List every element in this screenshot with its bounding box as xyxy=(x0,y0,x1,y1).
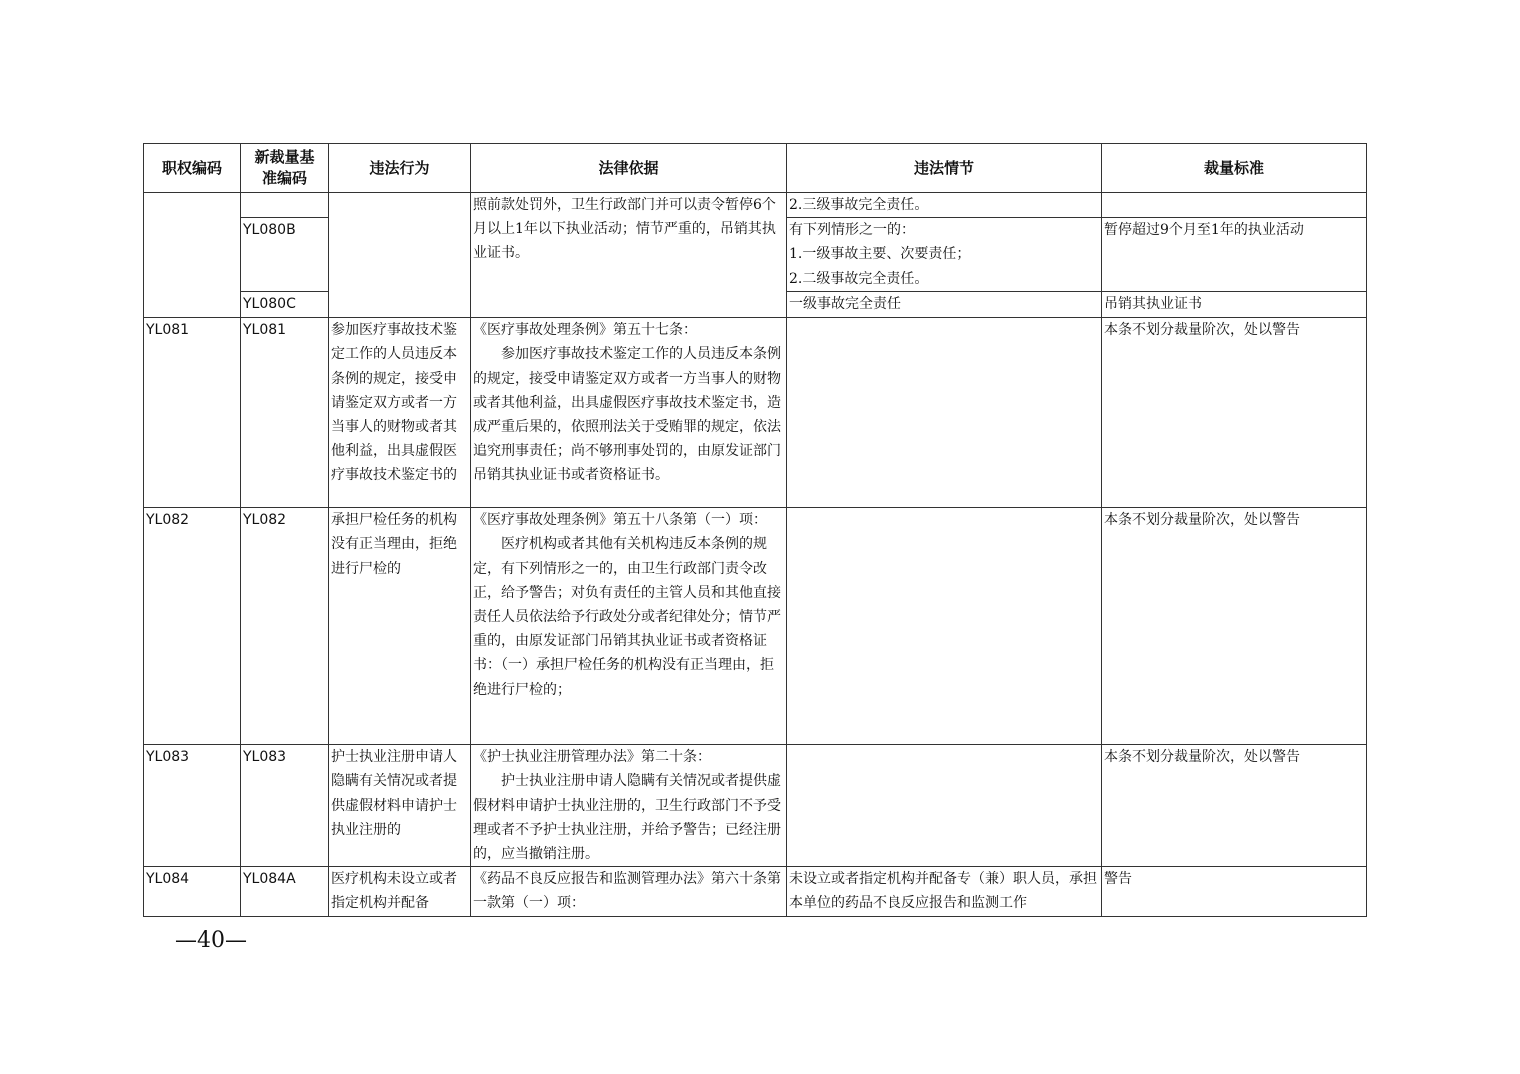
legal-basis-title: 《医疗事故处理条例》第五十七条： xyxy=(473,322,697,339)
header-new-code: 新裁量基准编码 xyxy=(241,144,329,193)
circumstance-cell: 一级事故完全责任 xyxy=(787,292,1102,318)
table-row xyxy=(144,867,1367,916)
legal-basis-cell xyxy=(471,508,787,745)
new-code-cell xyxy=(241,193,329,218)
authority-code-cell: YL083 xyxy=(144,745,241,867)
legal-basis-cell: 照前款处罚外，卫生行政部门并可以责令暂停6个月以上1年以下执业活动；情节严重的，吊销其执业证书。 xyxy=(471,193,787,318)
legal-basis-title: 《护士执业注册管理办法》第二十条： xyxy=(473,749,711,766)
header-row xyxy=(144,144,1367,193)
legal-basis-body: 护士执业注册申请人隐瞒有关情况或者提供虚假材料申请护士执业注册的，卫生行政部门不予受理或者不予护士执业注册，并给予警告；已经注册的，应当撤销注册。 xyxy=(473,773,781,863)
regulation-table xyxy=(143,143,1367,917)
circumstance-cell xyxy=(787,508,1102,745)
circumstance-line: 1.一级事故主要、次要责任； xyxy=(789,246,971,263)
violation-cell: 参加医疗事故技术鉴定工作的人员违反本条例的规定，接受申请鉴定双方或者一方当事人的财物或者其他利益，出具虚假医疗事故技术鉴定书的 xyxy=(329,318,471,508)
circumstance-cell: 未设立或者指定机构并配备专（兼）职人员，承担本单位的药品不良反应报告和监测工作 xyxy=(787,867,1102,916)
page-number: —40— xyxy=(175,928,247,953)
header-violation: 违法行为 xyxy=(329,144,471,193)
header-circumstance: 违法情节 xyxy=(787,144,1102,193)
new-code-cell: YL080C xyxy=(241,292,329,318)
legal-basis-body: 参加医疗事故技术鉴定工作的人员违反本条例的规定，接受申请鉴定双方或者一方当事人的财物或者其他利益，出具虚假医疗事故技术鉴定书，造成严重后果的，依照刑法关于受贿罪的规定，依法追究刑事责任；尚不够刑事处罚的，由原发证部门吊销其执业证书或者资格证书。 xyxy=(473,346,781,484)
table-row xyxy=(144,508,1367,745)
standard-cell: 本条不划分裁量阶次，处以警告 xyxy=(1102,745,1367,867)
new-code-cell: YL082 xyxy=(241,508,329,745)
violation-cell xyxy=(329,193,471,318)
standard-cell: 警告 xyxy=(1102,867,1367,916)
new-code-cell: YL084A xyxy=(241,867,329,916)
circumstance-cell: 2.三级事故完全责任。 xyxy=(787,193,1102,218)
legal-basis-title: 《医疗事故处理条例》第五十八条第（一）项： xyxy=(473,512,767,529)
new-code-cell: YL083 xyxy=(241,745,329,867)
standard-cell: 吊销其执业证书 xyxy=(1102,292,1367,318)
table-row xyxy=(144,193,1367,218)
standard-cell: 本条不划分裁量阶次，处以警告 xyxy=(1102,318,1367,508)
legal-basis-cell xyxy=(471,745,787,867)
violation-cell: 护士执业注册申请人隐瞒有关情况或者提供虚假材料申请护士执业注册的 xyxy=(329,745,471,867)
authority-code-cell: YL082 xyxy=(144,508,241,745)
header-legal-basis: 法律依据 xyxy=(471,144,787,193)
standard-cell: 本条不划分裁量阶次，处以警告 xyxy=(1102,508,1367,745)
standard-cell xyxy=(1102,193,1367,218)
violation-cell: 医疗机构未设立或者指定机构并配备 xyxy=(329,867,471,916)
violation-cell: 承担尸检任务的机构没有正当理由，拒绝进行尸检的 xyxy=(329,508,471,745)
circumstance-line: 2.二级事故完全责任。 xyxy=(789,270,929,287)
circumstance-cell xyxy=(787,218,1102,292)
legal-basis-body: 医疗机构或者其他有关机构违反本条例的规定，有下列情形之一的，由卫生行政部门责令改正，给予警告；对负有责任的主管人员和其他直接责任人员依法给予行政处分或者纪律处分；情节严重的，由原发证部门吊销其执业证书或者资格证书：（一）承担尸检任务的机构没有正当理由，拒绝进行尸检的； xyxy=(473,536,781,698)
new-code-cell: YL080B xyxy=(241,218,329,292)
circumstance-line: 有下列情形之一的： xyxy=(789,222,915,239)
standard-cell: 暂停超过9个月至1年的执业活动 xyxy=(1102,218,1367,292)
table-row xyxy=(144,318,1367,508)
header-standard: 裁量标准 xyxy=(1102,144,1367,193)
legal-basis-cell xyxy=(471,318,787,508)
new-code-cell: YL081 xyxy=(241,318,329,508)
authority-code-cell: YL084 xyxy=(144,867,241,916)
header-authority-code: 职权编码 xyxy=(144,144,241,193)
legal-basis-cell: 《药品不良反应报告和监测管理办法》第六十条第一款第（一）项： xyxy=(471,867,787,916)
circumstance-cell xyxy=(787,745,1102,867)
authority-code-cell: YL081 xyxy=(144,318,241,508)
authority-code-cell xyxy=(144,193,241,318)
table-row xyxy=(144,745,1367,867)
circumstance-cell xyxy=(787,318,1102,508)
